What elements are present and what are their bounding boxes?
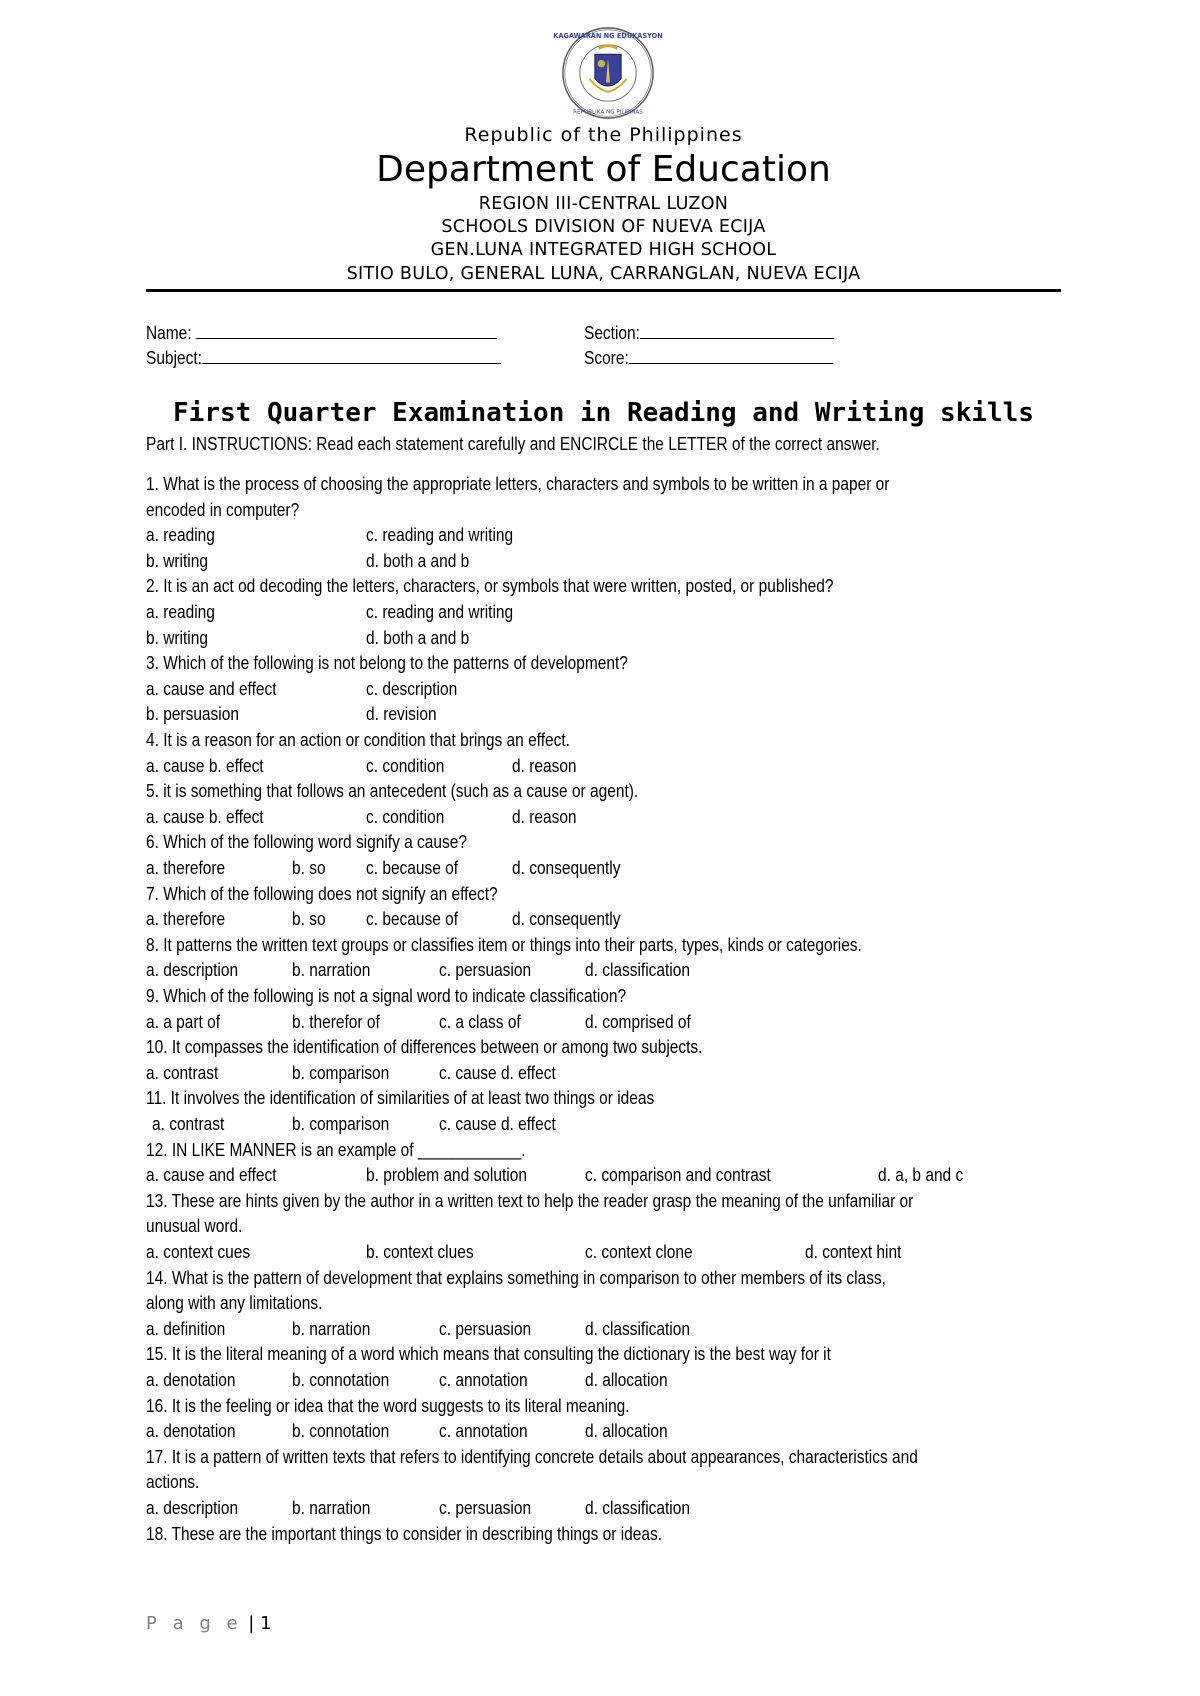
answer-choice[interactable]: a. denotation [146,1370,236,1390]
answer-choice[interactable]: d. classification [585,1319,690,1339]
answer-choice[interactable]: a. cause and effect [146,1165,277,1185]
subject-label: Subject: [146,348,202,368]
answer-choice[interactable]: d. revision [366,704,437,724]
answer-choice[interactable]: a. reading [146,525,215,545]
answer-choice[interactable]: c. reading and writing [366,602,514,622]
answer-choice[interactable]: b. narration [292,1498,371,1518]
answer-choice[interactable]: c. condition [366,807,445,827]
answer-choice[interactable]: c. cause d. effect [439,1063,556,1083]
region-line: REGION III-CENTRAL LUZON [478,194,729,214]
answer-choice[interactable]: b. narration [292,1319,371,1339]
question-text: 7. Which of the following does not signify an effect? [146,884,498,904]
answer-choice[interactable]: b. persuasion [146,704,239,724]
answer-choice[interactable]: b. context clues [366,1242,474,1262]
answer-choice[interactable]: c. persuasion [439,1319,532,1339]
republic-line: Republic of the Philippines [464,124,743,146]
question-text: 5. it is something that follows an antecedent (such as a cause or agent). [146,781,639,801]
answer-choice[interactable]: a. definition [146,1319,226,1339]
answer-choice[interactable]: a. therefore [146,858,226,878]
answer-choice[interactable]: d. classification [585,1498,690,1518]
svg-text:REPUBLIKA NG PILIPINAS: REPUBLIKA NG PILIPINAS [573,109,643,116]
answer-choice[interactable]: d. consequently [512,858,621,878]
question-text: encoded in computer? [146,500,300,520]
answer-choice[interactable]: c. because of [366,858,459,878]
answer-choice[interactable]: a. contrast [146,1063,219,1083]
answer-choice[interactable]: d. reason [512,807,577,827]
answer-choice[interactable]: d. comprised of [585,1012,691,1032]
score-blank[interactable] [629,347,834,364]
question-text: 8. It patterns the written text groups or classifies item or things into their parts, types, kinds or categories. [146,935,862,955]
answer-choice[interactable]: d. context hint [805,1242,902,1262]
answer-choice[interactable]: c. reading and writing [366,525,514,545]
answer-choice[interactable]: c. because of [366,909,459,929]
page-footer [146,1613,272,1634]
svg-text:KAGAWARAN NG EDUKASYON: KAGAWARAN NG EDUKASYON [553,32,663,41]
answer-choice[interactable]: c. cause d. effect [439,1114,556,1134]
answer-choice[interactable]: c. persuasion [439,960,532,980]
question-text: 1. What is the process of choosing the appropriate letters, characters and symbols to be written in a paper or [146,474,890,494]
answer-choice[interactable]: c. description [366,679,458,699]
answer-choice[interactable]: a. therefore [146,909,226,929]
question-text: 6. Which of the following word signify a cause? [146,832,467,852]
answer-choice[interactable]: d. allocation [585,1370,668,1390]
question-text: 15. It is the literal meaning of a word which means that consulting the dictionary is the best way for it [146,1344,831,1364]
answer-choice[interactable]: b. therefor of [292,1012,380,1032]
answer-choice[interactable]: b. so [292,909,326,929]
answer-choice[interactable]: c. comparison and contrast [585,1165,771,1185]
answer-choice[interactable]: d. a, b and c [878,1165,964,1185]
answer-choice[interactable]: a. cause b. effect [146,756,264,776]
answer-choice[interactable]: c. annotation [439,1370,528,1390]
answer-choice[interactable]: b. comparison [292,1063,390,1083]
question-text: 12. IN LIKE MANNER is an example of ____________. [146,1140,526,1160]
section-label: Section: [584,323,640,343]
subject-blank[interactable] [202,347,501,364]
question-text: along with any limitations. [146,1293,323,1313]
answer-choice[interactable]: b. comparison [292,1114,390,1134]
answer-choice[interactable]: a. reading [146,602,215,622]
page-number: | 1 [248,1613,272,1634]
answer-choice[interactable]: d. consequently [512,909,621,929]
question-text: 16. It is the feeling or idea that the word suggests to its literal meaning. [146,1396,630,1416]
question-text: 13. These are hints given by the author in a written text to help the reader grasp the meaning of the unfamiliar or [146,1191,914,1211]
answer-choice[interactable]: a. description [146,960,239,980]
division-line: SCHOOLS DIVISION OF NUEVA ECIJA [441,217,766,237]
answer-choice[interactable]: b. writing [146,551,208,571]
answer-choice[interactable]: a. denotation [146,1421,236,1441]
school-line: GEN.LUNA INTEGRATED HIGH SCHOOL [430,240,777,260]
question-text: 11. It involves the identification of similarities of at least two things or ideas [146,1088,655,1108]
page-label: P a g e [146,1613,243,1634]
answer-choice[interactable]: c. condition [366,756,445,776]
address-line: SITIO BULO, GENERAL LUNA, CARRANGLAN, NUEVA ECIJA [346,264,861,284]
answer-choice[interactable]: d. allocation [585,1421,668,1441]
exam-instructions: Part I. INSTRUCTIONS: Read each statement carefully and ENCIRCLE the LETTER of the correct answer. [146,434,880,454]
department-title: Department of Education [376,149,831,190]
answer-choice[interactable]: a. a part of [146,1012,221,1032]
answer-choice[interactable]: c. persuasion [439,1498,532,1518]
section-blank[interactable] [640,322,834,339]
question-text: 4. It is a reason for an action or condition that brings an effect. [146,730,570,750]
score-label: Score: [584,348,629,368]
answer-choice[interactable]: b. connotation [292,1421,390,1441]
answer-choice[interactable]: d. classification [585,960,690,980]
answer-choice[interactable]: d. both a and b [366,628,470,648]
name-label: Name: [146,323,192,343]
answer-choice[interactable]: c. context clone [585,1242,693,1262]
question-text: actions. [146,1472,200,1492]
score-field[interactable] [584,347,833,369]
name-field[interactable] [146,322,497,344]
question-text: 17. It is a pattern of written texts that refers to identifying concrete details about appearances, characteristics and [146,1447,918,1467]
section-field[interactable] [584,322,834,344]
answer-choice[interactable]: b. connotation [292,1370,390,1390]
question-text: 9. Which of the following is not a signal word to indicate classification? [146,986,627,1006]
answer-choice[interactable]: c. annotation [439,1421,528,1441]
answer-choice[interactable]: a. cause b. effect [146,807,264,827]
subject-field[interactable] [146,347,501,369]
answer-choice[interactable]: b. so [292,858,326,878]
answer-choice[interactable]: b. writing [146,628,208,648]
name-blank[interactable] [196,322,497,339]
answer-choice[interactable]: a. contrast [152,1114,225,1134]
question-text: 3. Which of the following is not belong to the patterns of development? [146,653,628,673]
question-text: 2. It is an act od decoding the letters, characters, or symbols that were written, posted, or published? [146,576,834,596]
answer-choice[interactable]: a. cause and effect [146,679,277,699]
answer-choice[interactable]: b. problem and solution [366,1165,527,1185]
answer-choice[interactable]: b. narration [292,960,371,980]
header-divider [146,289,1061,292]
question-text: 14. What is the pattern of development that explains something in comparison to other members of its class, [146,1268,886,1288]
question-text: 10. It compasses the identification of differences between or among two subjects. [146,1037,703,1057]
answer-choice[interactable]: a. description [146,1498,239,1518]
exam-title: First Quarter Examination in Reading and Writing skills [173,398,1034,428]
question-text: 18. These are the important things to consider in describing things or ideas. [146,1524,663,1544]
question-text: unusual word. [146,1216,243,1236]
answer-choice[interactable]: d. reason [512,756,577,776]
answer-choice[interactable]: a. context cues [146,1242,251,1262]
deped-seal-icon [553,26,663,120]
answer-choice[interactable]: c. a class of [439,1012,521,1032]
answer-choice[interactable]: d. both a and b [366,551,470,571]
